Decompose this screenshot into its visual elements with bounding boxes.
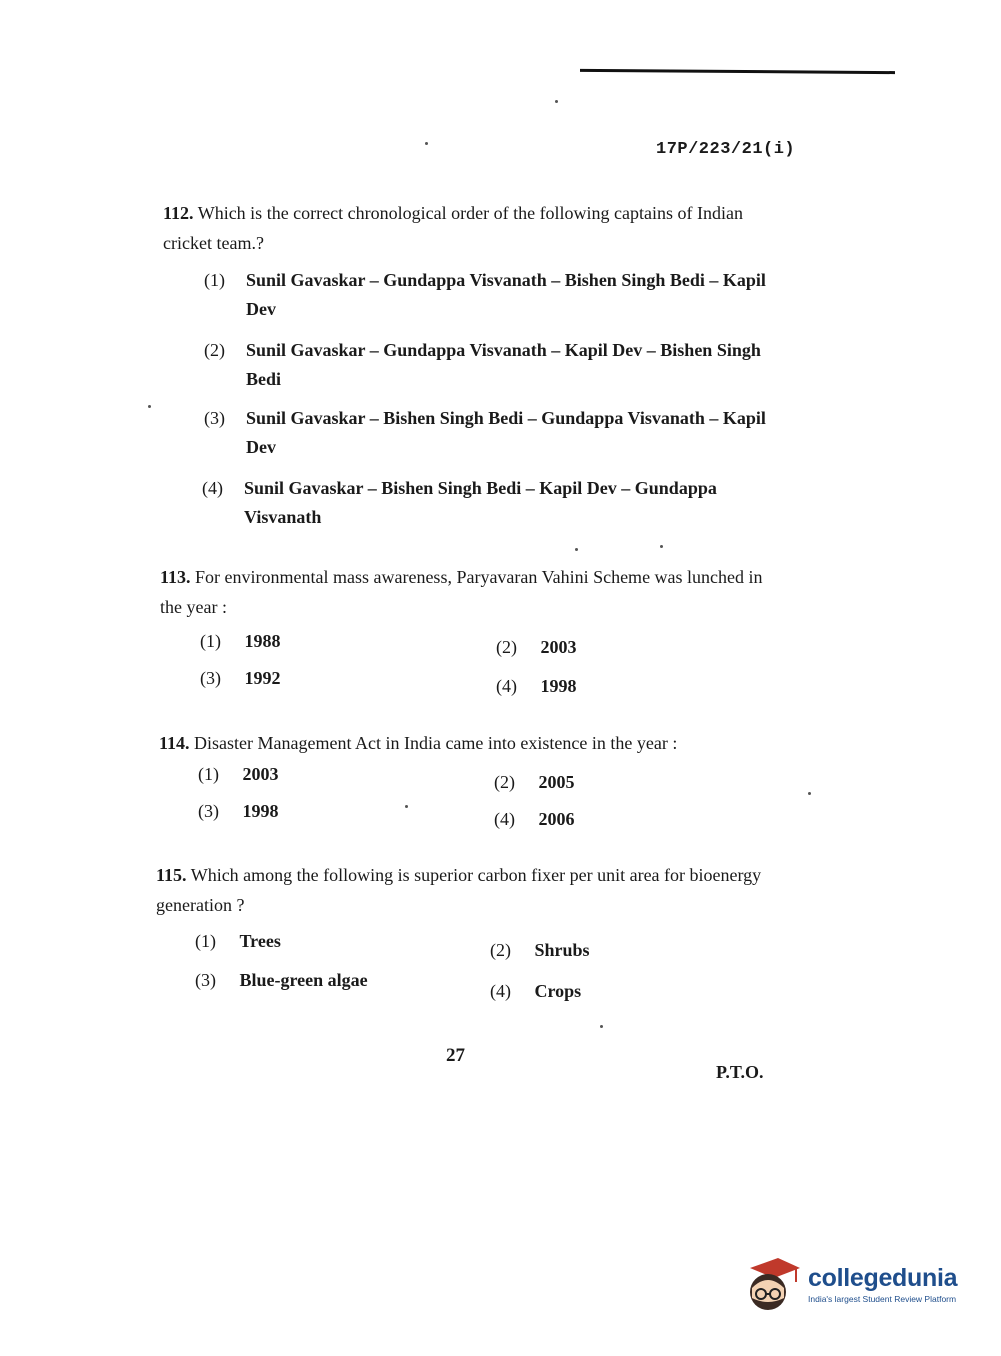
option-text: 2005 (538, 772, 575, 792)
option-115-4 (490, 977, 581, 1006)
question-number: 113. (160, 567, 191, 587)
option-114-2 (494, 768, 575, 797)
option-number: (2) (494, 772, 515, 792)
option-number: (3) (204, 408, 225, 428)
scan-speck (148, 405, 151, 408)
option-text: Trees (239, 931, 281, 951)
top-rule (580, 69, 895, 74)
scan-speck (600, 1025, 603, 1028)
option-number: (4) (496, 676, 517, 696)
question-text: Which is the correct chronological order of the following captains of Indian cricket team.? (163, 203, 744, 253)
option-113-2 (496, 633, 577, 662)
question-text: For environmental mass awareness, Paryavaran Vahini Scheme was lunched in the year : (160, 567, 763, 617)
option-number: (1) (204, 270, 225, 290)
option-text: 1998 (540, 676, 577, 696)
option-115-2 (490, 936, 590, 965)
option-text: 1992 (244, 668, 281, 688)
option-number: (2) (496, 637, 517, 657)
scan-speck (425, 142, 428, 145)
option-text: Blue-green algae (239, 970, 368, 990)
option-text: 1988 (244, 631, 281, 651)
option-114-3 (198, 797, 279, 826)
option-text: 2006 (538, 809, 575, 829)
option-text: Crops (534, 981, 582, 1001)
option-112-1 (204, 266, 794, 324)
paper-code: 17P/223/21(i) (656, 140, 796, 159)
question-112 (163, 198, 793, 258)
option-text: Shrubs (534, 940, 590, 960)
question-number: 114. (159, 733, 190, 753)
brand-name: collegedunia (808, 1264, 958, 1292)
option-number: (4) (202, 478, 223, 498)
question-number: 115. (156, 865, 187, 885)
option-113-3 (200, 664, 281, 693)
option-113-4 (496, 672, 577, 701)
mascot-icon (744, 1254, 802, 1314)
option-number: (1) (198, 764, 219, 784)
question-text: Which among the following is superior carbon fixer per unit area for bioenergy generation ? (156, 865, 762, 915)
page-number: 27 (446, 1045, 465, 1066)
question-114 (159, 728, 799, 758)
option-114-4 (494, 805, 575, 834)
option-113-1 (200, 627, 281, 656)
brand-tagline: India's largest Student Review Platform (808, 1294, 957, 1304)
collegedunia-logo (744, 1252, 969, 1316)
option-text: 2003 (540, 637, 577, 657)
option-112-4 (202, 474, 794, 532)
option-112-3 (204, 404, 794, 462)
option-number: (2) (204, 340, 225, 360)
scan-speck (405, 805, 408, 808)
option-number: (3) (200, 668, 221, 688)
option-text: Sunil Gavaskar – Gundappa Visvanath – Kapil Dev – Bishen Singh Bedi (246, 340, 761, 389)
option-number: (2) (490, 940, 511, 960)
scan-speck (575, 548, 578, 551)
option-text: Sunil Gavaskar – Bishen Singh Bedi – Gundappa Visvanath – Kapil Dev (246, 408, 766, 457)
question-115 (156, 860, 784, 920)
option-text: Sunil Gavaskar – Bishen Singh Bedi – Kapil Dev – Gundappa Visvanath (244, 478, 717, 527)
question-113 (160, 562, 788, 622)
pto-label: P.T.O. (716, 1062, 764, 1082)
option-number: (3) (195, 970, 216, 990)
option-number: (1) (195, 931, 216, 951)
option-text: 1998 (242, 801, 279, 821)
option-number: (3) (198, 801, 219, 821)
option-115-1 (195, 927, 281, 956)
option-115-3 (195, 966, 368, 995)
scan-speck (555, 100, 558, 103)
option-number: (1) (200, 631, 221, 651)
option-number: (4) (490, 981, 511, 1001)
scan-speck (808, 792, 811, 795)
option-text: 2003 (242, 764, 279, 784)
scan-speck (660, 545, 663, 548)
question-number: 112. (163, 203, 194, 223)
option-112-2 (204, 336, 794, 394)
question-text: Disaster Management Act in India came into existence in the year : (194, 733, 678, 753)
option-114-1 (198, 760, 279, 789)
option-number: (4) (494, 809, 515, 829)
option-text: Sunil Gavaskar – Gundappa Visvanath – Bishen Singh Bedi – Kapil Dev (246, 270, 766, 319)
